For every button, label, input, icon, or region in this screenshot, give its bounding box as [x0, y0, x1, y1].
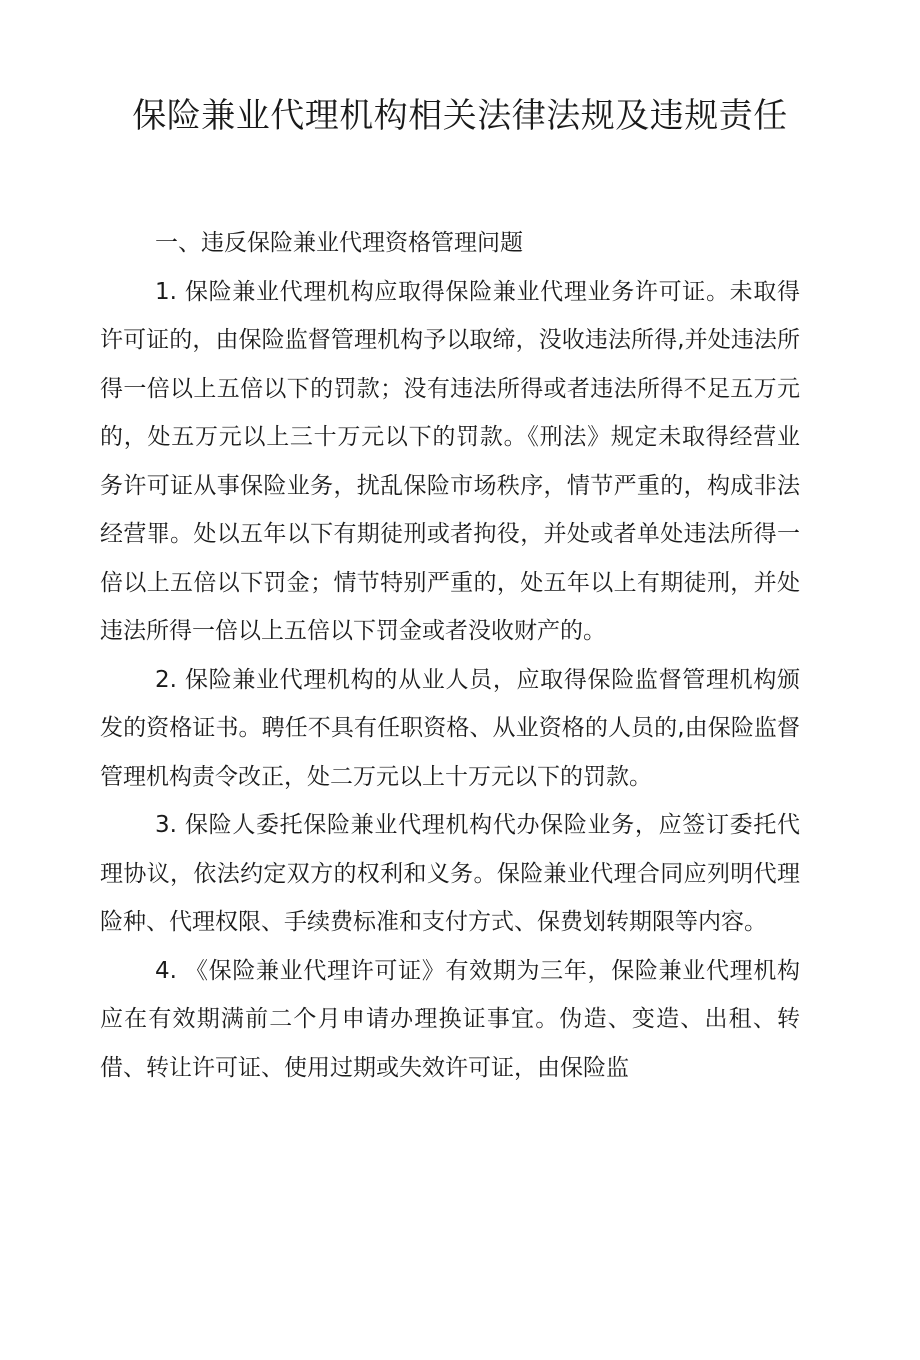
paragraph-number: 1.: [155, 278, 177, 305]
paragraph-1: [100, 268, 800, 656]
document-title: 保险兼业代理机构相关法律法规及违规责任: [132, 96, 788, 136]
paragraph-text: 保险兼业代理机构应取得保险兼业代理业务许可证。未取得许可证的，由保险监督管理机构予以取缔，没收违法所得,并处违法所得一倍以上五倍以下的罚款；没有违法所得或者违法所得不足五万元的，处五万元以上三十万元以下的罚款。《刑法》规定未取得经营业务许可证从事保险业务，扰乱保险市场秩序，情节严重的，构成非法经营罪。处以五年以下有期徒刑或者拘役，并处或者单处违法所得一倍以上五倍以下罚金；情节特别严重的，处五年以上有期徒刑，并处违法所得一倍以上五倍以下罚金或者没收财产的。: [100, 278, 801, 644]
paragraph-2: [100, 656, 800, 802]
paragraph-3: [100, 801, 800, 947]
paragraph-text: 保险兼业代理机构的从业人员，应取得保险监督管理机构颁发的资格证书。聘任不具有任职资格、从业资格的人员的,由保险监督管理机构责令改正，处二万元以上十万元以下的罚款。: [100, 666, 801, 790]
paragraph-text: 保险人委托保险兼业代理机构代办保险业务，应签订委托代理协议，依法约定双方的权利和义务。保险兼业代理合同应列明代理险种、代理权限、手续费标准和支付方式、保费划转期限等内容。: [100, 812, 801, 935]
section-heading: 一、违反保险兼业代理资格管理问题: [155, 230, 523, 256]
document-body: [100, 219, 800, 1092]
paragraph-number: 3.: [155, 812, 177, 838]
paragraph-number: 4.: [155, 957, 177, 984]
paragraph-4: [100, 947, 800, 1093]
paragraph-number: 2.: [155, 666, 177, 693]
paragraph-text: 《保险兼业代理许可证》有效期为三年，保险兼业代理机构应在有效期满前二个月申请办理换证事宜。伪造、变造、出租、转借、转让许可证、使用过期或失效许可证，由保险监: [100, 957, 801, 1081]
